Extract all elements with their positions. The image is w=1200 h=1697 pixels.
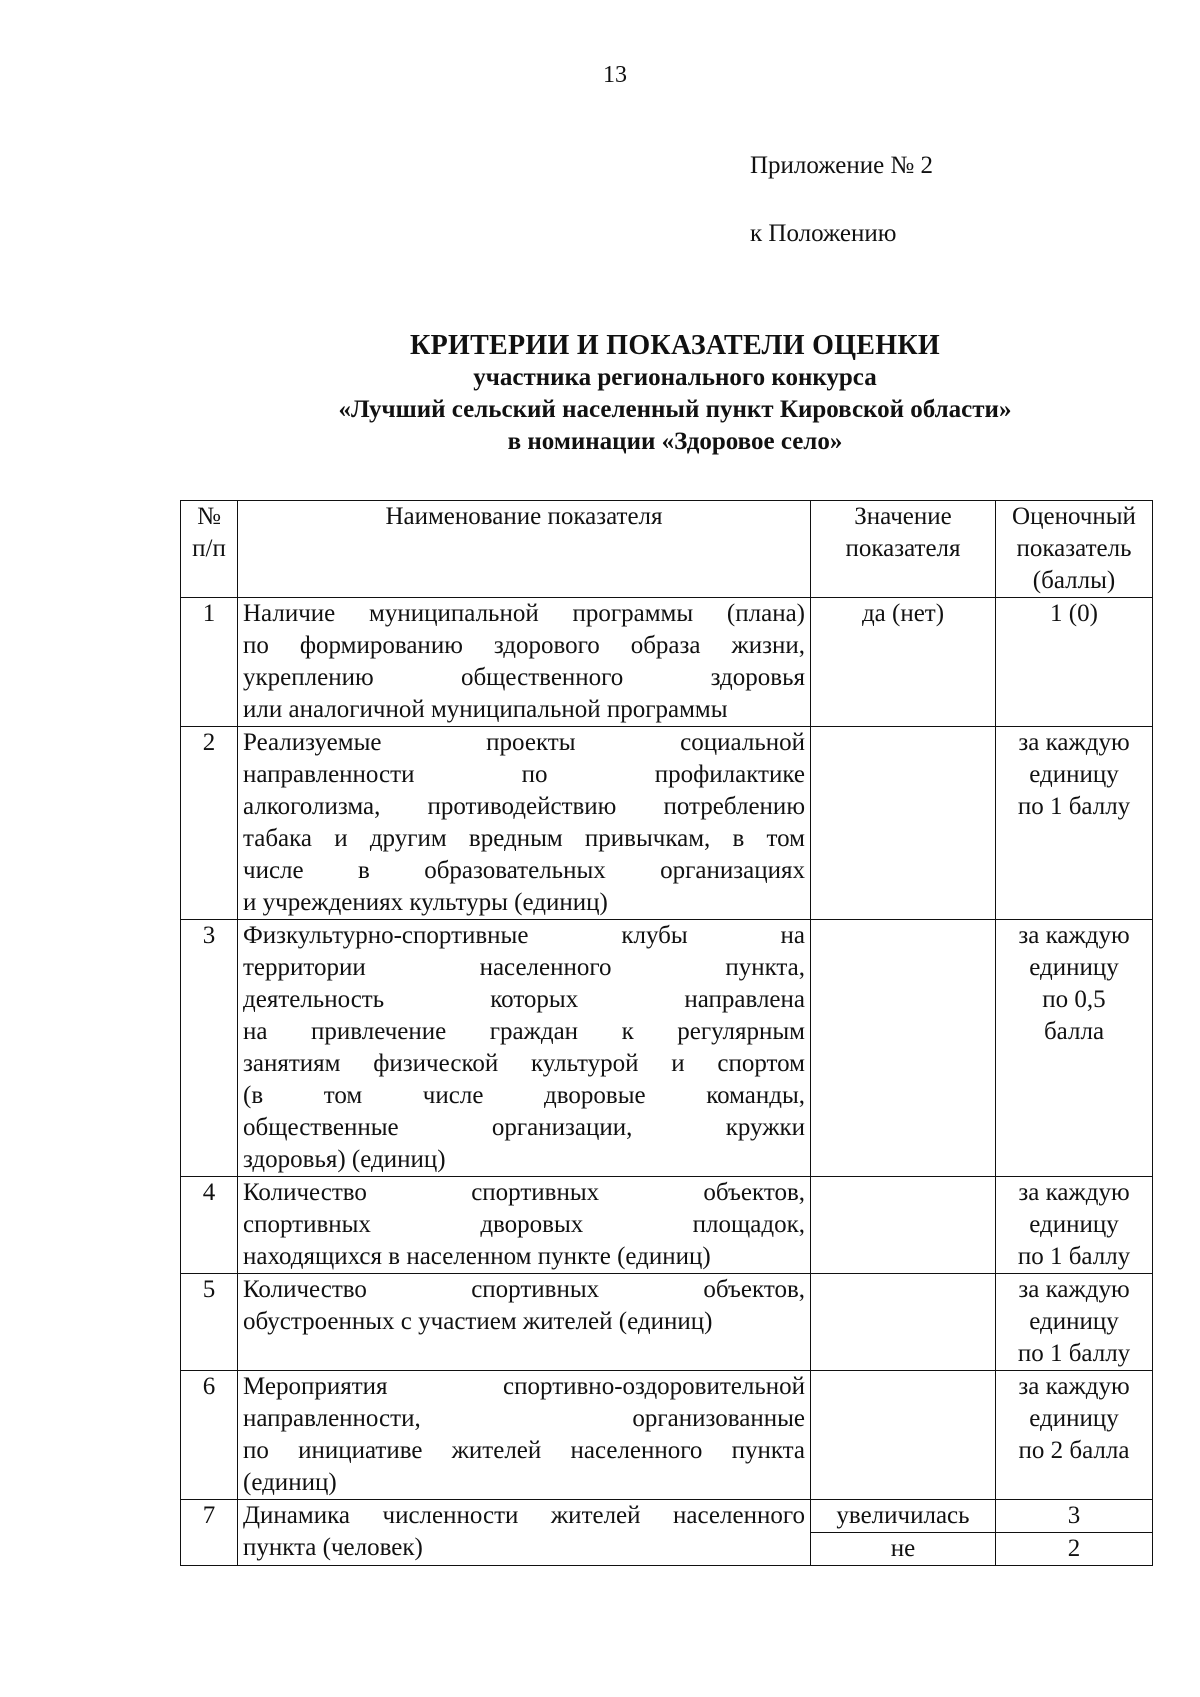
score-points-line: по 2 балла xyxy=(1018,1437,1130,1464)
indicator-name xyxy=(238,1500,811,1566)
score-points-line: за каждую xyxy=(1018,1373,1130,1400)
indicator-value-option: не xyxy=(890,1535,916,1562)
indicator-value xyxy=(811,1274,996,1371)
indicator-name xyxy=(238,727,811,920)
heading-subtitle-2: «Лучший сельский населенный пункт Кировской области» xyxy=(338,396,1012,423)
row-number: 5 xyxy=(181,1274,238,1371)
indicator-value xyxy=(811,1371,996,1500)
score-points xyxy=(996,1177,1153,1274)
score-points xyxy=(996,727,1153,920)
table-row xyxy=(181,1500,1153,1566)
score-points-line: по 1 баллу xyxy=(1017,1243,1131,1270)
document-heading xyxy=(0,330,1200,458)
score-points-line: единицу xyxy=(1029,1308,1119,1335)
indicator-name-line: направленности по профилактике xyxy=(243,761,805,788)
heading-subtitle-1: участника регионального конкурса xyxy=(473,364,877,391)
indicator-name-line: общественные организации, кружки xyxy=(243,1114,805,1141)
score-points-line: 3 xyxy=(996,1500,1152,1533)
row-number: 3 xyxy=(181,920,238,1177)
score-points-line: балла xyxy=(1043,1018,1105,1045)
header-value-line: Значение xyxy=(854,503,952,530)
indicator-name xyxy=(238,920,811,1177)
header-num xyxy=(181,501,238,598)
indicator-name-line: укреплению общественного здоровья xyxy=(243,664,805,691)
score-points xyxy=(996,920,1153,1177)
score-points-line: единицу xyxy=(1029,954,1119,981)
header-score xyxy=(996,501,1153,598)
indicator-name xyxy=(238,1371,811,1500)
heading-title: КРИТЕРИИ И ПОКАЗАТЕЛИ ОЦЕНКИ xyxy=(409,330,941,361)
table-header-row xyxy=(181,501,1153,598)
indicator-value-option: увеличилась xyxy=(811,1500,995,1533)
indicator-name-line: алкоголизма, противодействию потреблению xyxy=(243,793,805,820)
header-score-line: показатель xyxy=(1016,535,1132,562)
indicator-value: да (нет) xyxy=(811,598,996,727)
indicator-name-line: направленности, организованные xyxy=(243,1405,805,1432)
appendix-reference: к Положению xyxy=(750,220,897,247)
score-points-line: по 0,5 xyxy=(1042,986,1106,1013)
table-row xyxy=(181,920,1153,1177)
header-value-line: показателя xyxy=(845,535,961,562)
indicator-value xyxy=(811,1500,996,1566)
indicator-value xyxy=(811,1177,996,1274)
indicator-name-line: обустроенных с участием жителей (единиц) xyxy=(243,1308,713,1335)
score-points xyxy=(996,1274,1153,1371)
score-points-line: 2 xyxy=(1067,1535,1081,1562)
indicator-name-line: Динамика численности жителей населенного xyxy=(243,1502,805,1529)
indicator-name-line: (в том числе дворовые команды, xyxy=(243,1082,805,1109)
indicator-name xyxy=(238,598,811,727)
indicator-name-line: находящихся в населенном пункте (единиц) xyxy=(243,1243,711,1270)
indicator-name-line: (единиц) xyxy=(243,1469,337,1496)
heading-subtitle-3: в номинации «Здоровое село» xyxy=(507,428,843,455)
indicator-name-line: занятиям физической культурой и спортом xyxy=(243,1050,805,1077)
indicator-name-line: по инициативе жителей населенного пункта xyxy=(243,1437,805,1464)
indicator-name-line: табака и другим вредным привычкам, в том xyxy=(243,825,805,852)
score-points-line: единицу xyxy=(1029,761,1119,788)
score-points-line: за каждую xyxy=(1018,922,1130,949)
header-name: Наименование показателя xyxy=(238,501,811,598)
header-num-line: п/п xyxy=(192,535,226,562)
score-points-line: по 1 баллу xyxy=(1017,793,1131,820)
indicator-value xyxy=(811,920,996,1177)
indicator-name-line: Количество спортивных объектов, xyxy=(243,1179,805,1206)
indicator-name-line: Физкультурно-спортивные клубы на xyxy=(243,922,805,949)
indicator-name-line: Мероприятия спортивно-оздоровительной xyxy=(243,1373,805,1400)
indicator-value xyxy=(811,727,996,920)
row-number: 6 xyxy=(181,1371,238,1500)
header-value xyxy=(811,501,996,598)
table-row xyxy=(181,1177,1153,1274)
indicator-name-line: территории населенного пункта, xyxy=(243,954,805,981)
score-points-line: по 1 баллу xyxy=(1017,1340,1131,1367)
indicator-name xyxy=(238,1274,811,1371)
row-number: 2 xyxy=(181,727,238,920)
indicator-name-line: деятельность которых направлена xyxy=(243,986,805,1013)
indicator-name-line: на привлечение граждан к регулярным xyxy=(243,1018,805,1045)
page-number: 13 xyxy=(603,62,627,88)
header-score-line: Оценочный xyxy=(1012,503,1136,530)
indicator-name-line: спортивных дворовых площадок, xyxy=(243,1211,805,1238)
score-points xyxy=(996,598,1153,727)
header-score-line: (баллы) xyxy=(1032,567,1116,594)
indicator-name-line: пункта (человек) xyxy=(243,1534,423,1561)
score-points-line: 1 (0) xyxy=(1050,600,1098,627)
indicator-name xyxy=(238,1177,811,1274)
score-points-line: единицу xyxy=(1029,1211,1119,1238)
indicator-name-line: здоровья) (единиц) xyxy=(243,1146,446,1173)
indicator-name-line: Количество спортивных объектов, xyxy=(243,1276,805,1303)
table-row xyxy=(181,1274,1153,1371)
row-number: 1 xyxy=(181,598,238,727)
indicator-name-line: по формированию здорового образа жизни, xyxy=(243,632,805,659)
criteria-table xyxy=(180,500,1153,1566)
table-row xyxy=(181,1371,1153,1500)
score-points-line: за каждую xyxy=(1018,1179,1130,1206)
table-row xyxy=(181,727,1153,920)
score-points-line: единицу xyxy=(1029,1405,1119,1432)
indicator-name-line: числе в образовательных организациях xyxy=(243,857,805,884)
row-number: 4 xyxy=(181,1177,238,1274)
score-points-line: за каждую xyxy=(1018,729,1130,756)
appendix-label: Приложение № 2 xyxy=(750,152,934,179)
indicator-name-line: или аналогичной муниципальной программы xyxy=(243,696,728,723)
score-points xyxy=(996,1500,1153,1566)
table-row xyxy=(181,598,1153,727)
score-points xyxy=(996,1371,1153,1500)
indicator-name-line: и учреждениях культуры (единиц) xyxy=(243,889,608,916)
row-number: 7 xyxy=(181,1500,238,1566)
score-points-line: за каждую xyxy=(1018,1276,1130,1303)
indicator-name-line: Наличие муниципальной программы (плана) xyxy=(243,600,805,627)
header-num-line: № xyxy=(197,503,221,530)
table-body xyxy=(181,598,1153,1566)
indicator-name-line: Реализуемые проекты социальной xyxy=(243,729,805,756)
